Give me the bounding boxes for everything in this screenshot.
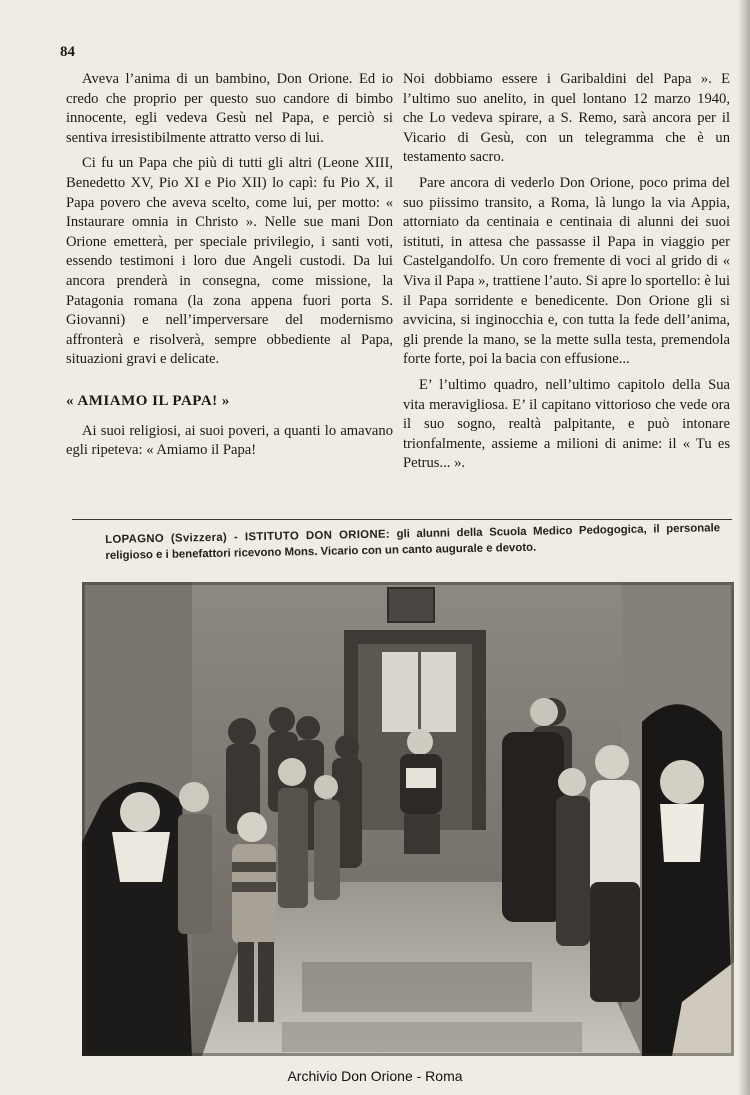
- group-photograph: [82, 582, 734, 1056]
- page-number: 84: [60, 44, 75, 60]
- right-text-column: [403, 70, 730, 474]
- left-text-column: [66, 70, 393, 461]
- left-paragraph-2: Ci fu un Papa che più di tutti gli altri (Leone XIII, Benedetto XV, Pio XI e Pio XII) lo capì: fu Pio X, il Papa povero che aveva scelto, come lui, per motto: « Instaurare omnia in Christo ». Nelle sue mani Don Orione emetterà, per speciale privilegio, i santi voti, essendo testimoni i loro due Angeli custodi. Da lui ancora prenderà in consegna, come missione, la Patagonia romana (la zona appena fuori porta S. Giovanni) e nell’imperversare del modernismo affronterà e risolverà, sempre obbediente al Papa, situazioni gravi e delicate.: [66, 155, 393, 368]
- archive-credit: Archivio Don Orione - Roma: [287, 1068, 463, 1084]
- section-divider: [72, 519, 732, 520]
- left-paragraph-3: Ai suoi religiosi, ai suoi poveri, a quanti lo amavano egli ripeteva: « Amiamo il Papa!: [66, 422, 393, 459]
- right-paragraph-1: Noi dobbiamo essere i Garibaldini del Papa ». E l’ultimo suo anelito, in quel lontano 12 marzo 1940, che Lo vedeva spirare, a S. Remo, sarà ancora per il Vicario di Gesù, con un telegramma che è un testamento sacro.: [403, 71, 730, 166]
- page-edge-shadow: [738, 0, 750, 1095]
- left-paragraph-1: Aveva l’anima di un bambino, Don Orione. Ed io credo che proprio per questo suo candore di bimbo innocente, egli vedeva Gesù nel Papa, e perciò si sentiva irresistibilmente attratto verso di lui.: [66, 71, 393, 146]
- right-paragraph-2: Pare ancora di vederlo Don Orione, poco prima del suo piissimo transito, a Roma, là lungo la via Appia, attorniato da centinaia e centinaia di alunni dei suoi istituti, in attesa che passasse il Papa in viaggio per Castelgandolfo. Un coro fremente di voci al grido di « Viva il Papa », trattiene l’auto. Si apre lo sportello: è lui il Papa sorridente e benedicente. Don Orione gli si avvicina, si inginocchia e, con tutta la fede dell’anima, gli prende la mano, se la mette sulla testa, premendola forte forte, poi la bacia con effusione...: [403, 174, 730, 368]
- caption-place: LOPAGNO (Svizzera) - ISTITUTO DON ORIONE:: [105, 528, 391, 546]
- right-paragraph-3: E’ l’ultimo quadro, nell’ultimo capitolo della Sua vita meravigliosa. E’ il capitano vittorioso che vede ora il suo sogno, realtà palpitante, e può intonare trionfalmente, assieme a milioni di anime: il « Tu es Petrus... ».: [403, 376, 730, 472]
- section-heading: « AMIAMO IL PAPA! »: [66, 392, 230, 409]
- caption-text: gli alunni della Scuola Medico Pedogogica, il personale religioso e i benefattori ricevono Mons. Vicario con un canto augurale e devoto.: [105, 522, 721, 562]
- photo-caption: [105, 520, 721, 564]
- photo-scene: [82, 582, 734, 1056]
